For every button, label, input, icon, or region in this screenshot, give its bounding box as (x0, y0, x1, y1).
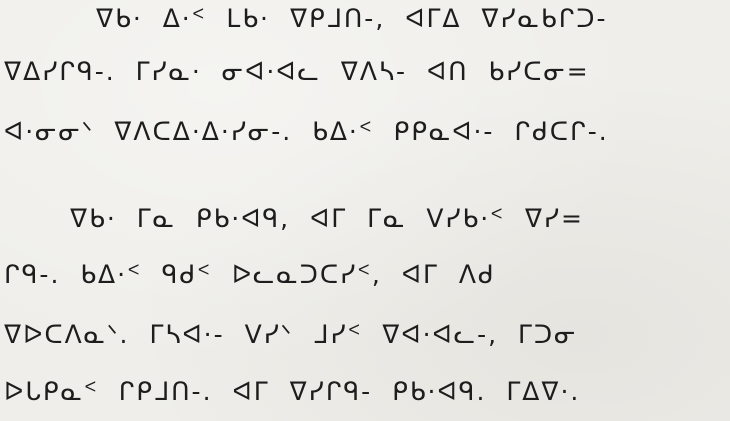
text-line: ᐁᐅᑕᐱᓇᐠ. ᒥᓴᐊ·- ᐯᓯᐠ ᒧᓯᑉ ᐁᐊ·ᐊᓚ-, ᒥᑐᓂ (4, 320, 578, 349)
text-line: ᒋᑫ-. ᑲᐃ·ᑉ ᑫᑯᑉ ᐅᓚᓇᑐᑕᓯᑉ, ᐊᒥ ᐱᑯ (4, 260, 496, 289)
text-line: ᐊ·ᓂᓂᐠ ᐁᐱᑕᐃ·ᐃ·ᓯᓂ-. ᑲᐃ·ᑉ ᑭᑭᓇᐊ·- ᒋᑯᑕᒋ-. (4, 117, 609, 146)
text-line: ᐁᐃᓯᒋᑫ-. ᒥᓯᓇ· ᓂᐊ·ᐊᓚ ᐁᐱᓴ- ᐊᑎ ᑲᓯᑕᓂ= (4, 57, 590, 86)
text-line: ᐁᑲ· ᐃ·ᑉ ᒪᑲ· ᐁᑭᒧᑎ-, ᐊᒥᐃ ᐁᓯᓇᑲᒋᑐ- (96, 4, 608, 33)
text-line: ᐁᑲ· ᒥᓇ ᑭᑲ·ᐊᑫ, ᐊᒥ ᒥᓇ ᐯᓯᑲ·ᑉ ᐁᓯ= (70, 204, 584, 233)
text-line: ᐅᒐᑭᓇᑉ ᒋᑭᒧᑎ-. ᐊᒥ ᐁᓯᒋᑫ- ᑭᑲ·ᐊᑫ. ᒥᐃᐁ·. (4, 377, 581, 406)
